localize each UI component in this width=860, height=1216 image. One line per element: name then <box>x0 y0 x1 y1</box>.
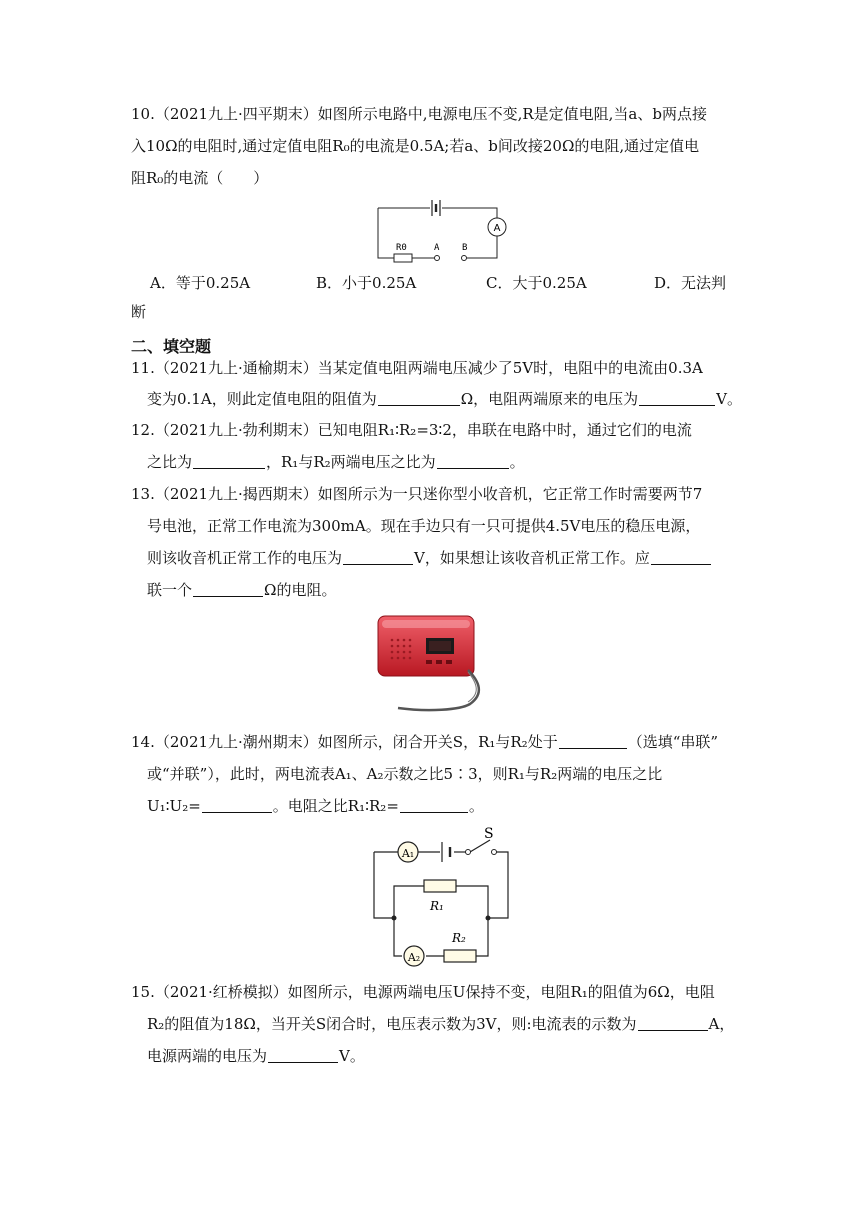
a2-label: A₂ <box>407 951 421 964</box>
q10-circuit-diagram <box>370 196 510 266</box>
q10-option-wrap: 断 <box>131 303 147 321</box>
junction-right <box>486 916 491 921</box>
q14-circuit-diagram <box>370 826 512 972</box>
q13-line-4: 联一个 Ω的电阻。 <box>147 581 337 599</box>
junction-left <box>392 916 397 921</box>
switch-contact <box>492 850 497 855</box>
resistor-r0 <box>394 254 412 262</box>
q15-line-2: R₂的阻值为18Ω，当开关S闭合时，电压表示数为3V，则:电流表的示数为 A， <box>147 1015 735 1033</box>
r0-label: R0 <box>396 243 407 253</box>
q11-blank-1[interactable] <box>378 389 460 406</box>
q11-line-1: 11.（2021九上·通榆期末）当某定值电阻两端电压减少了5V时，电阻中的电流由0.3A <box>131 359 703 377</box>
ammeter-label: A <box>493 223 501 234</box>
q12-blank-1[interactable] <box>193 452 265 469</box>
b-label: B <box>462 243 468 253</box>
q15-blank-2[interactable] <box>268 1046 338 1063</box>
q14-line-2: 或“并联”），此时，两电流表A₁、A₂示数之比5∶3，则R₁与R₂两端的电压之比 <box>147 765 663 783</box>
resistor-r2 <box>444 950 476 962</box>
battery-symbol <box>432 200 440 216</box>
q13-blank-2[interactable] <box>651 548 711 565</box>
switch-label: S <box>484 826 494 842</box>
q15-line-3: 电源两端的电压为 V。 <box>147 1047 365 1065</box>
q13-blank-1[interactable] <box>343 548 413 565</box>
q11-line-2: 变为0.1A，则此定值电阻的阻值为 Ω，电阻两端原来的电压为 V。 <box>147 390 742 408</box>
q14-blank-2[interactable] <box>202 796 272 813</box>
q10-line-3: 阻R₀的电流（ ） <box>131 169 269 187</box>
q10-option-a: A．等于0.25A <box>150 274 251 292</box>
q14-blank-1[interactable] <box>559 732 627 749</box>
q12-line-1: 12.（2021九上·勃利期末）已知电阻R₁∶R₂=3∶2，串联在电路中时，通过它们的电流 <box>131 421 692 439</box>
q12-blank-2[interactable] <box>437 452 509 469</box>
switch-pivot <box>466 850 471 855</box>
q14-blank-3[interactable] <box>400 796 468 813</box>
terminal-b <box>462 256 467 261</box>
r2-label: R₂ <box>452 931 466 945</box>
q10-option-c: C．大于0.25A <box>486 274 587 292</box>
battery-symbol <box>442 842 450 862</box>
terminal-a <box>435 256 440 261</box>
resistor-r1 <box>424 880 456 892</box>
q13-line-3: 则该收音机正常工作的电压为 V，如果想让该收音机正常工作。应 <box>147 548 712 568</box>
section-title: 二、填空题 <box>131 337 212 356</box>
q10-line-2: 入10Ω的电阻时,通过定值电阻R₀的电流是0.5A;若a、b间改接20Ω的电阻,通过定值电 <box>131 137 700 155</box>
q13-line-1: 13.（2021九上·揭西期末）如图所示为一只迷你型小收音机，它正常工作时需要两节7 <box>131 485 703 503</box>
radio-picture <box>368 610 494 716</box>
a-label: A <box>434 243 440 253</box>
a1-label: A₁ <box>401 847 415 860</box>
r1-label: R₁ <box>430 899 444 913</box>
q10-option-b: B．小于0.25A <box>316 274 417 292</box>
q11-blank-2[interactable] <box>639 389 715 406</box>
q12-line-2: 之比为 ，R₁与R₂两端电压之比为 。 <box>147 453 525 471</box>
q13-line-2: 号电池，正常工作电流为300mA。现在手边只有一只可提供4.5V电压的稳压电源， <box>147 517 701 535</box>
q15-line-1: 15.（2021·红桥模拟）如图所示，电源两端电压U保持不变，电阻R₁的阻值为6Ω，电阻 <box>131 983 715 1001</box>
q14-line-1: 14.（2021九上·潮州期末）如图所示，闭合开关S，R₁与R₂处于 （选填“串联” <box>131 733 719 751</box>
q13-blank-3[interactable] <box>193 580 263 597</box>
q15-blank-1[interactable] <box>638 1014 708 1031</box>
q14-line-3: U₁∶U₂= 。电阻之比R₁∶R₂= 。 <box>147 797 484 815</box>
q10-option-d: D．无法判 <box>654 274 727 292</box>
q10-line-1: 10.（2021九上·四平期末）如图所示电路中,电源电压不变,R是定值电阻,当a、b两点接 <box>131 105 707 123</box>
